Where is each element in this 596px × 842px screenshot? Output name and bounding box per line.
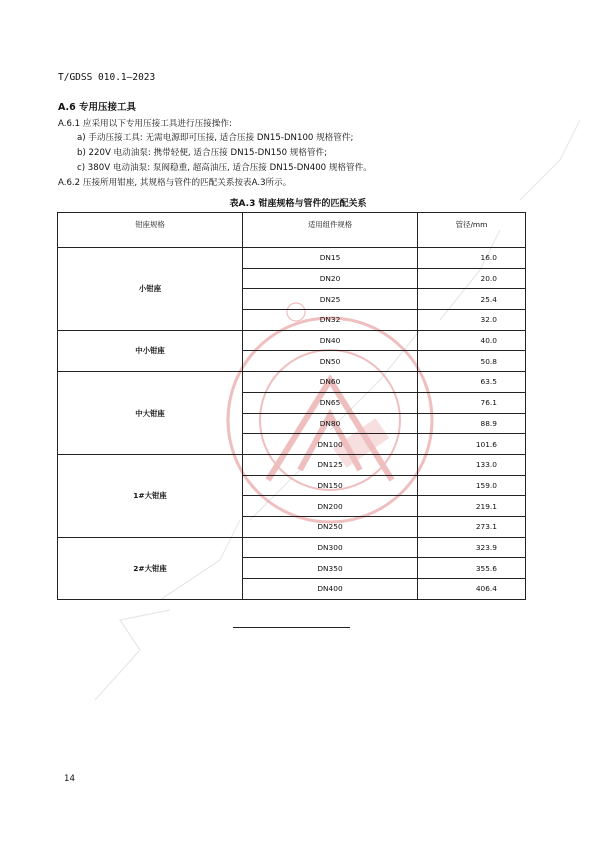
fitting-spec-cell: DN350 (243, 558, 418, 579)
diameter-cell: 406.4 (418, 579, 526, 600)
fitting-spec-cell: DN400 (243, 579, 418, 600)
diameter-cell: 40.0 (418, 330, 526, 351)
table-row (58, 454, 526, 475)
list-item-b: b) 220V 电动油泵: 携带轻便, 适合压接 DN15-DN150 规格管件; (77, 148, 328, 158)
diameter-cell: 88.9 (418, 413, 526, 434)
column-header: 钳座规格 (58, 213, 243, 248)
fitting-spec-cell: DN15 (243, 248, 418, 269)
list-item-c: c) 380V 电动油泵: 泵阀稳重, 超高油压, 适合压接 DN15-DN400 规格管件。 (77, 163, 372, 173)
fitting-spec-cell: DN80 (243, 413, 418, 434)
fitting-spec-cell: DN300 (243, 537, 418, 558)
diameter-cell: 25.4 (418, 289, 526, 310)
fitting-spec-cell: DN65 (243, 392, 418, 413)
paragraph-a62: A.6.2 压接所用钳座, 其规格与管件的匹配关系按表A.3所示。 (58, 178, 292, 188)
clamp-seat-cell: 中小钳座 (58, 330, 243, 371)
column-header: 适用组件规格 (243, 213, 418, 248)
fitting-spec-cell: DN50 (243, 351, 418, 372)
diameter-cell: 323.9 (418, 537, 526, 558)
list-item-a: a) 手动压接工具: 无需电源即可压接, 适合压接 DN15-DN100 规格管件; (77, 133, 354, 143)
page-number: 14 (64, 774, 75, 784)
end-rule (233, 627, 350, 628)
table-row (58, 537, 526, 558)
clamp-seat-cell: 1#大钳座 (58, 454, 243, 537)
paragraph-a61: A.6.1 应采用以下专用压接工具进行压接操作: (58, 119, 232, 129)
fitting-spec-cell: DN125 (243, 454, 418, 475)
diameter-cell: 16.0 (418, 248, 526, 269)
document-id: T/GDSS 010.1—2023 (58, 72, 156, 83)
table-row (58, 372, 526, 393)
diameter-cell: 159.0 (418, 475, 526, 496)
diameter-cell: 76.1 (418, 392, 526, 413)
fitting-spec-cell: DN25 (243, 289, 418, 310)
fitting-spec-cell: DN200 (243, 496, 418, 517)
column-header: 管径/mm (418, 213, 526, 248)
fitting-spec-cell: DN40 (243, 330, 418, 351)
diameter-cell: 219.1 (418, 496, 526, 517)
clamp-seat-cell: 2#大钳座 (58, 537, 243, 599)
diameter-cell: 133.0 (418, 454, 526, 475)
diameter-cell: 20.0 (418, 268, 526, 289)
fitting-spec-cell: DN250 (243, 516, 418, 537)
diameter-cell: 273.1 (418, 516, 526, 537)
fitting-spec-cell: DN100 (243, 434, 418, 455)
table-caption: 表A.3 钳座规格与管件的匹配关系 (229, 199, 367, 209)
diameter-cell: 63.5 (418, 372, 526, 393)
fitting-spec-cell: DN32 (243, 310, 418, 331)
table-row (58, 330, 526, 351)
diameter-cell: 32.0 (418, 310, 526, 331)
diameter-cell: 50.8 (418, 351, 526, 372)
clamp-seat-cell: 中大钳座 (58, 372, 243, 455)
fitting-spec-cell: DN150 (243, 475, 418, 496)
section-title: A.6 专用压接工具 (58, 102, 137, 113)
fitting-spec-cell: DN60 (243, 372, 418, 393)
table-row (58, 248, 526, 269)
diameter-cell: 355.6 (418, 558, 526, 579)
diameter-cell: 101.6 (418, 434, 526, 455)
fitting-spec-cell: DN20 (243, 268, 418, 289)
clamp-seat-cell: 小钳座 (58, 248, 243, 331)
table-header-row (58, 213, 526, 248)
spec-table (57, 212, 526, 600)
